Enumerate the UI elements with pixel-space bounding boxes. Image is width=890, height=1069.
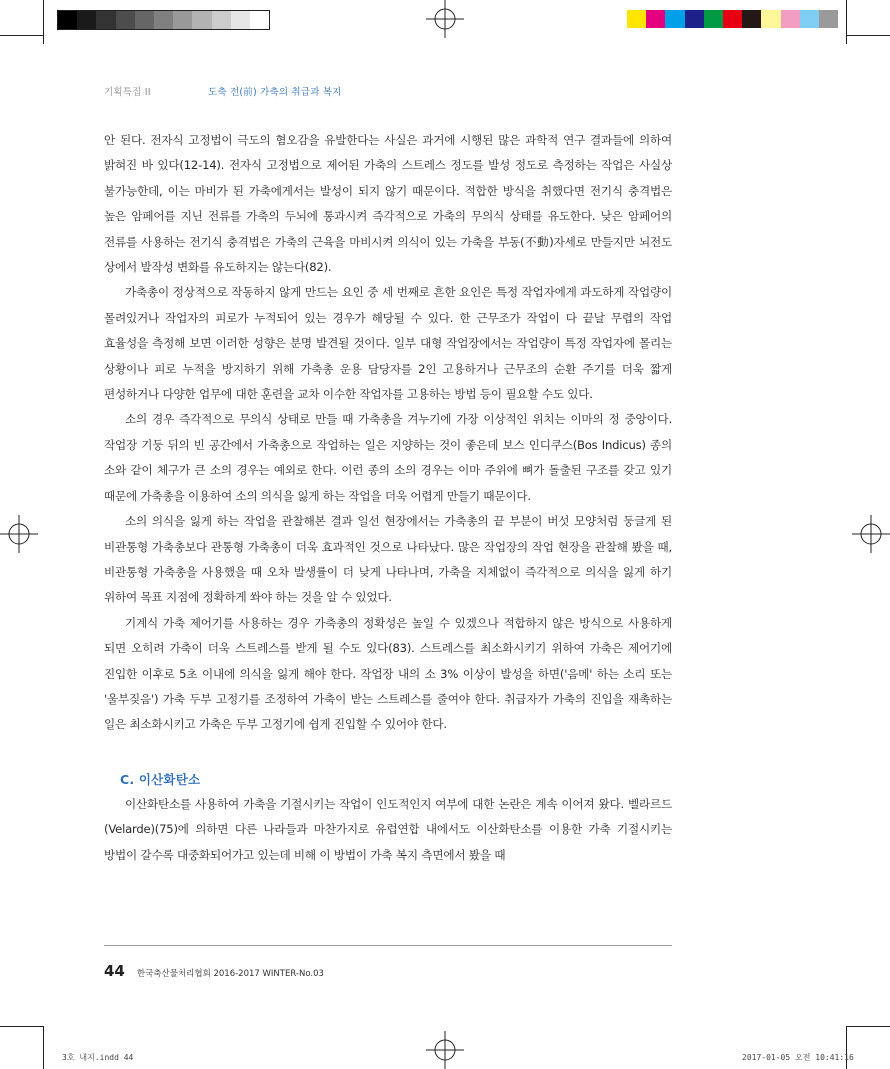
color-swatch <box>742 10 761 28</box>
color-swatch <box>819 10 838 28</box>
color-swatch <box>116 11 135 29</box>
color-swatch <box>154 11 173 29</box>
color-swatch <box>192 11 211 29</box>
crop-mark <box>0 35 44 36</box>
color-swatch <box>685 10 704 28</box>
slug-timestamp: 2017-01-05 오전 10:41:16 <box>742 1053 854 1062</box>
crop-mark <box>0 1026 44 1027</box>
color-swatch <box>231 11 250 29</box>
crop-mark <box>846 1026 890 1027</box>
publication-line: 한국축산물처리협회 2016-2017 WINTER-No.03 <box>136 969 324 979</box>
color-swatch <box>723 10 742 28</box>
color-swatch <box>800 10 819 28</box>
color-swatch <box>646 10 665 28</box>
page-footer <box>104 962 324 980</box>
color-swatch <box>250 11 269 29</box>
color-swatch <box>58 11 77 29</box>
running-header-title <box>208 84 342 98</box>
color-swatch <box>704 10 723 28</box>
paragraph: 안 된다. 전자식 고정법이 극도의 혐오감을 유발한다는 사실은 과거에 시행된 많은 과학적 연구 결과들에 의하여 밝혀진 바 있다(12-14). 전자식 고정법으로 제어된 가축의 스트레스 정도를 발성 정도로 측정하는 작업은 사실상 불가능한데, 이는 마비가 된 가축에게서는 발성이 되지 않기 때문이다. 적합한 방식을 취했다면 전기식 충격법은 높은 암페어를 지닌 전류를 가축의 두뇌에 통과시켜 즉각적으로 가축의 무의식 상태를 유도한다. 낮은 암페어의 전류를 사용하는 전기식 충격법은 가축의 근육을 마비시켜 의식이 있는 가축을 부동(不動)자세로 만들지만 뇌전도 상에서 발작성 변화를 유도하지는 않는다(82). <box>104 133 672 275</box>
section-heading: C. 이산화탄소 <box>120 771 201 787</box>
page-number: 44 <box>104 962 125 980</box>
crop-mark <box>846 35 890 36</box>
registration-mark-left <box>0 515 38 553</box>
grayscale-color-bar <box>57 10 270 30</box>
crop-mark <box>43 1026 44 1069</box>
color-swatch <box>781 10 800 28</box>
color-swatch <box>135 11 154 29</box>
running-header <box>104 84 151 98</box>
color-swatch <box>665 10 684 28</box>
paragraph: 가축총이 정상적으로 작동하지 않게 만드는 요인 중 세 번째로 흔한 요인은 특정 작업자에게 과도하게 작업량이 몰려있거나 작업자의 피로가 누적되어 있는 경우가 해당될 수 있다. 한 근무조가 작업이 다 끝날 무렵의 작업 효율성을 측정해 보면 이러한 성향은 분명 발견될 것이다. 일부 대형 작업장에서는 작업량이 특정 작업자에 몰리는 상황이나 피로 누적을 방지하기 위해 가축총 운용 담당자를 2인 고용하거나 근무조의 순환 주기를 더욱 짧게 편성하거나 다양한 업무에 대한 훈련을 교차 이수한 작업자를 고용하는 방법 등이 필요할 수도 있다. <box>104 285 672 402</box>
header-category: 기획특집 II <box>104 87 151 98</box>
paragraph: 소의 의식을 잃게 하는 작업을 관찰해본 결과 일선 현장에서는 가축총의 끝 부분이 버섯 모양처럼 둥글게 된 비관통형 가축총보다 관통형 가축총이 더욱 효과적인 것으로 나타났다. 많은 작업장의 작업 현장을 관찰해 봤을 때, 비관통형 가축총을 사용했을 때 오차 발생률이 더 낮게 나타나며, 가축을 지체없이 즉각적으로 의식을 잃게 하기 위하여 목표 지점에 정확하게 쏴야 하는 것을 알 수 있었다. <box>104 514 672 605</box>
registration-mark-right <box>852 515 890 553</box>
registration-mark-top <box>426 0 464 38</box>
paragraph: 소의 경우 즉각적으로 무의식 상태로 만들 때 가축총을 겨누기에 가장 이상적인 위치는 이마의 정 중앙이다. 작업장 기둥 뒤의 빈 공간에서 가축총으로 작업하는 일은 지양하는 것이 좋은데 보스 인디쿠스(Bos Indicus) 종의 소와 같이 체구가 큰 소의 경우는 예외로 한다. 이런 종의 소의 경우는 이마 주위에 뼈가 돌출된 구조를 갖고 있기 때문에 가축총을 이용하여 소의 의식을 잃게 하는 작업을 더욱 어렵게 만들기 때문이다. <box>104 412 672 503</box>
process-color-bar <box>627 10 838 28</box>
article-body <box>104 128 672 868</box>
paragraph: 기계식 가축 제어기를 사용하는 경우 가축총의 정확성은 높일 수 있겠으나 적합하지 않은 방식으로 사용하게 되면 오히려 가축이 더욱 스트레스를 받게 될 수도 있다(83). 스트레스를 최소화시키기 위하여 가축은 제어기에 진입한 이후로 5초 이내에 의식을 잃게 해야 한다. 작업장 내의 소 3% 이상이 발성을 하면('음메' 하는 소리 또는 '울부짖음') 가축 두부 고정기를 조정하여 가축이 받는 스트레스를 줄여야 한다. 취급자가 가축의 진입을 재촉하는 일은 최소화시키고 가축은 두부 고정기에 쉽게 진입할 수 있어야 한다. <box>104 615 672 732</box>
slug-filename: 3호 내지.indd 44 <box>62 1053 134 1062</box>
color-swatch <box>173 11 192 29</box>
registration-mark-bottom <box>426 1031 464 1069</box>
color-swatch <box>627 10 646 28</box>
crop-mark <box>846 0 847 44</box>
footer-rule <box>104 945 672 946</box>
color-swatch <box>96 11 115 29</box>
crop-mark <box>43 0 44 44</box>
color-swatch <box>761 10 780 28</box>
color-swatch <box>212 11 231 29</box>
header-title: 도축 전(前) 가축의 취급과 복지 <box>208 87 342 98</box>
color-swatch <box>77 11 96 29</box>
paragraph: 이산화탄소를 사용하여 가축을 기절시키는 작업이 인도적인지 여부에 대한 논란은 계속 이어져 왔다. 벨라르드(Velarde)(75)에 의하면 다른 나라들과 마찬가지로 유럽연합 내에서도 이산화탄소를 이용한 가축 기절시키는 방법이 갈수록 대중화되어가고 있는데 비해 이 방법이 가축 복지 측면에서 봤을 때 <box>104 796 672 862</box>
